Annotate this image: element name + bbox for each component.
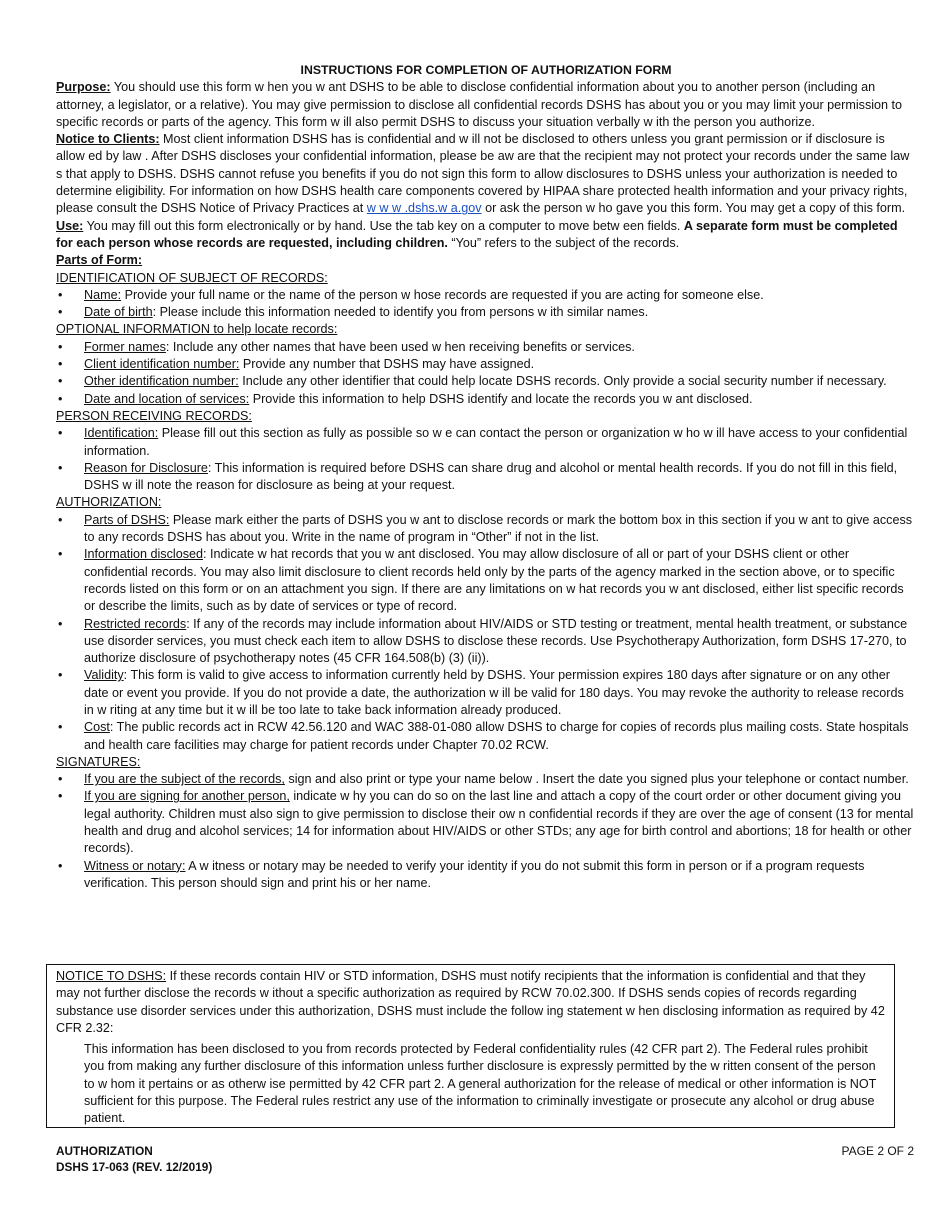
list-item xyxy=(56,771,916,788)
notice-to-clients-text-after: or ask the person w ho gave you this form. You may get a copy of this form. xyxy=(481,201,906,216)
use-text-after: “You” refers to the subject of the records. xyxy=(447,235,680,250)
notice-to-dshs-paragraph xyxy=(56,968,886,1037)
item-text: indicate w hy you can do so on the last line and attach a copy of the court order or other document giving you legal authority. Children must also sign to give permission to disclose their ow n confidential records if they are over the age of consent (13 for mental health and drug and alcohol services; 14 for information about HIV/AIDS or other STDs; any age for birth control and abortions; 18 for health or other records). xyxy=(84,789,914,856)
bullet-icon: • xyxy=(58,512,63,527)
bullet-icon: • xyxy=(58,391,63,406)
item-label: Restricted records xyxy=(84,616,187,631)
item-text: Provide this information to help DSHS identify and locate the records you w ant disclosed. xyxy=(249,391,753,406)
notice-to-clients-text: Most client information DSHS has is confidential and w ill not be disclosed to others unless you grant permission or if disclosure is allow ed by law . After DSHS discloses your confidential information, please be aw are that the recipient may not protect your records under the same law s that apply to DSHS. DSHS cannot refuse you benefits if you do not sign this form to allow disclosures to DSHS unless your authorization is needed to determine eligibility. For information on how DSHS health care components covered by HIPAA share protected health information and your privacy rights, please consult the DSHS Notice of Privacy Practices at xyxy=(56,132,910,216)
list-item xyxy=(56,858,916,893)
item-text: Please mark either the parts of DSHS you w ant to disclose records or mark the bottom box in this section if you w ant to give access to any records DSHS has about you. Write in the name of program in “Other” if not in the list. xyxy=(84,512,913,545)
use-label: Use: xyxy=(56,218,84,233)
bullet-icon: • xyxy=(58,547,63,562)
item-text: : This form is valid to give access to information currently held by DSHS. Your permission expires 180 days after signature or on any other date or event you provide. If you do not provide a date, the authorization w ill be valid for 180 days. You may revoke the authority to release records in w riting at any time but it w ill be too late to take back information already produced. xyxy=(84,668,904,717)
purpose-label: Purpose: xyxy=(56,80,111,95)
list-item xyxy=(56,356,916,373)
item-label: Validity xyxy=(84,668,124,683)
item-text: : Please include this information needed to identify you from persons w ith similar names. xyxy=(152,305,649,320)
parts-of-form-heading: Parts of Form: xyxy=(56,253,143,268)
federal-confidentiality-statement: This information has been disclosed to you from records protected by Federal confidentiality rules (42 CFR part 2). The Federal rules prohibit you from making any further disclosure of this information unless further disclosure is expressly permitted by the w ritten consent of the person to w hom it pertains or as otherw ise permitted by 42 CFR part 2. A general authorization for the release of medical or other information is NOT sufficient for this purpose. The Federal rules restrict any use of the information to criminally investigate or prosecute any alcohol or drug abuse patient. xyxy=(84,1042,877,1126)
section-list-signatures xyxy=(56,771,916,892)
bullet-icon: • xyxy=(58,426,63,441)
list-item xyxy=(56,667,916,719)
bullet-icon: • xyxy=(58,858,63,873)
bullet-icon: • xyxy=(58,668,63,683)
section-list-optional-information xyxy=(56,339,916,408)
item-label: Witness or notary: xyxy=(84,858,186,873)
item-text: Include any other identifier that could help locate DSHS records. Only provide a social security number if necessary. xyxy=(238,374,887,389)
bullet-icon: • xyxy=(58,374,63,389)
item-text: : This information is required before DSHS can share drug and alcohol or mental health records. If you do not fill in this field, DSHS w ill note the reason for disclosure as being at your request. xyxy=(84,460,898,493)
bullet-icon: • xyxy=(58,305,63,320)
purpose-paragraph xyxy=(56,79,916,131)
footer-page-number: PAGE 2 OF 2 xyxy=(841,1144,914,1158)
bullet-icon: • xyxy=(58,772,63,787)
list-item xyxy=(56,546,916,615)
item-text: sign and also print or type your name below . Insert the date you signed plus your telephone or contact number. xyxy=(284,772,909,787)
use-paragraph xyxy=(56,218,916,253)
notice-to-dshs-box xyxy=(46,964,895,1128)
footer-form-info xyxy=(56,1143,212,1175)
notice-to-dshs-label: NOTICE TO DSHS: xyxy=(56,969,167,983)
use-text: You may fill out this form electronically or by hand. Use the tab key on a computer to move betw een fields. xyxy=(83,218,684,233)
bullet-icon: • xyxy=(58,287,63,302)
section-heading-identification: IDENTIFICATION OF SUBJECT OF RECORDS: xyxy=(56,270,328,285)
bullet-icon: • xyxy=(58,720,63,735)
bullet-icon: • xyxy=(58,616,63,631)
item-label: If you are signing for another person, xyxy=(84,789,290,804)
item-text: Provide your full name or the name of the person w hose records are requested if you are acting for someone else. xyxy=(121,287,764,302)
section-list-person-receiving xyxy=(56,425,916,494)
list-item xyxy=(56,719,916,754)
item-label: Reason for Disclosure xyxy=(84,460,208,475)
list-item xyxy=(56,460,916,495)
dshs-website-link[interactable]: w w w .dshs.w a.gov xyxy=(366,201,482,216)
item-label: Date and location of services: xyxy=(84,391,250,406)
item-text: A w itness or notary may be needed to verify your identity if you do not submit this form in person or if a program requests verification. This person should sign and print his or her name. xyxy=(84,858,865,890)
section-list-identification xyxy=(56,287,916,322)
list-item xyxy=(56,425,916,460)
list-item xyxy=(56,304,916,321)
item-label: Former names xyxy=(84,339,166,354)
item-label: Client identification number: xyxy=(84,357,240,372)
item-label: Parts of DSHS: xyxy=(84,512,170,527)
item-label: If you are the subject of the records, xyxy=(84,772,285,787)
item-text: : If any of the records may include information about HIV/AIDS or STD testing or treatment, mental health treatment, or substance use disorder services, you must check each item to allow DSHS to disclose these records. Use Psychotherapy Authorization, form DSHS 17-270, to authorize disclosure of psychotherapy notes (45 CFR 164.508(b) (3) (ii)). xyxy=(84,616,908,666)
bullet-icon: • xyxy=(58,357,63,372)
section-heading-signatures: SIGNATURES: xyxy=(56,754,141,769)
list-item xyxy=(56,373,916,390)
bullet-icon: • xyxy=(58,789,63,804)
list-item xyxy=(56,287,916,304)
list-item xyxy=(56,391,916,408)
bullet-icon: • xyxy=(58,460,63,475)
section-heading-authorization: AUTHORIZATION: xyxy=(56,495,162,510)
item-label: Information disclosed xyxy=(84,547,204,562)
item-text: Please fill out this section as fully as possible so w e can contact the person or organization w ho w ill have access to your confidential information. xyxy=(84,426,908,458)
list-item xyxy=(56,788,916,857)
list-item xyxy=(56,616,916,668)
notice-to-clients-label: Notice to Clients: xyxy=(56,132,160,147)
section-heading-person-receiving: PERSON RECEIVING RECORDS: xyxy=(56,408,252,423)
list-item xyxy=(56,339,916,356)
item-label: Date of birth xyxy=(84,305,153,320)
item-label: Other identification number: xyxy=(84,374,239,389)
purpose-text: You should use this form w hen you w ant DSHS to be able to disclose confidential information about you to another person (including an attorney, a legislator, or a relative). You may give permission to disclose all confidential records DSHS has about you or you may limit your permission to specific records or parts of the agency. This form w ill also permit DSHS to discuss your situation verbally w ith the person you authorize. xyxy=(56,80,903,129)
bullet-icon: • xyxy=(58,339,63,354)
item-text: : Indicate w hat records that you w ant disclosed. You may allow disclosure of all or part of your DSHS client or other confidential records. You may also limit disclosure to client records held only by the parts of the agency marked in the section above, or to specific records listed on this form or on an attachment you sign. If there are any limitations on w hat records you w ant disclosed, either list specific records or describe the limits, such as by date of services or type of record. xyxy=(84,547,904,614)
footer-form-name: AUTHORIZATION xyxy=(56,1144,153,1158)
instructions-page xyxy=(56,62,916,892)
item-label: Name: xyxy=(84,287,122,302)
section-list-authorization xyxy=(56,512,916,754)
page-title: INSTRUCTIONS FOR COMPLETION OF AUTHORIZATION FORM xyxy=(300,63,672,77)
item-text: : The public records act in RCW 42.56.120 and WAC 388-01-080 allow DSHS to charge for copies of records plus mailing costs. State hospitals and health care facilities may charge for patient records under Chapter 70.02 RCW. xyxy=(84,720,909,752)
use-bold-text: A separate form must be completed for each person whose records are requested, including children. xyxy=(56,218,898,250)
item-label: Cost xyxy=(84,720,110,735)
footer-form-number: DSHS 17-063 (REV. 12/2019) xyxy=(56,1160,213,1174)
notice-to-clients-paragraph xyxy=(56,131,916,217)
notice-to-dshs-text: If these records contain HIV or STD information, DSHS must notify recipients that the information is confidential and that they may not further disclose the records w ithout a specific authorization as required by RCW 70.02.300. If DSHS sends copies of records regarding substance use disorder services under this authorization, DSHS must include the follow ing statement w hen disclosing information as required by 42 CFR 2.32: xyxy=(56,969,885,1035)
section-heading-optional-information: OPTIONAL INFORMATION to help locate records: xyxy=(56,322,338,337)
list-item xyxy=(56,512,916,547)
item-text: Provide any number that DSHS may have assigned. xyxy=(239,357,535,372)
item-text: : Include any other names that have been used w hen receiving benefits or services. xyxy=(165,339,635,354)
item-label: Identification: xyxy=(84,426,159,441)
